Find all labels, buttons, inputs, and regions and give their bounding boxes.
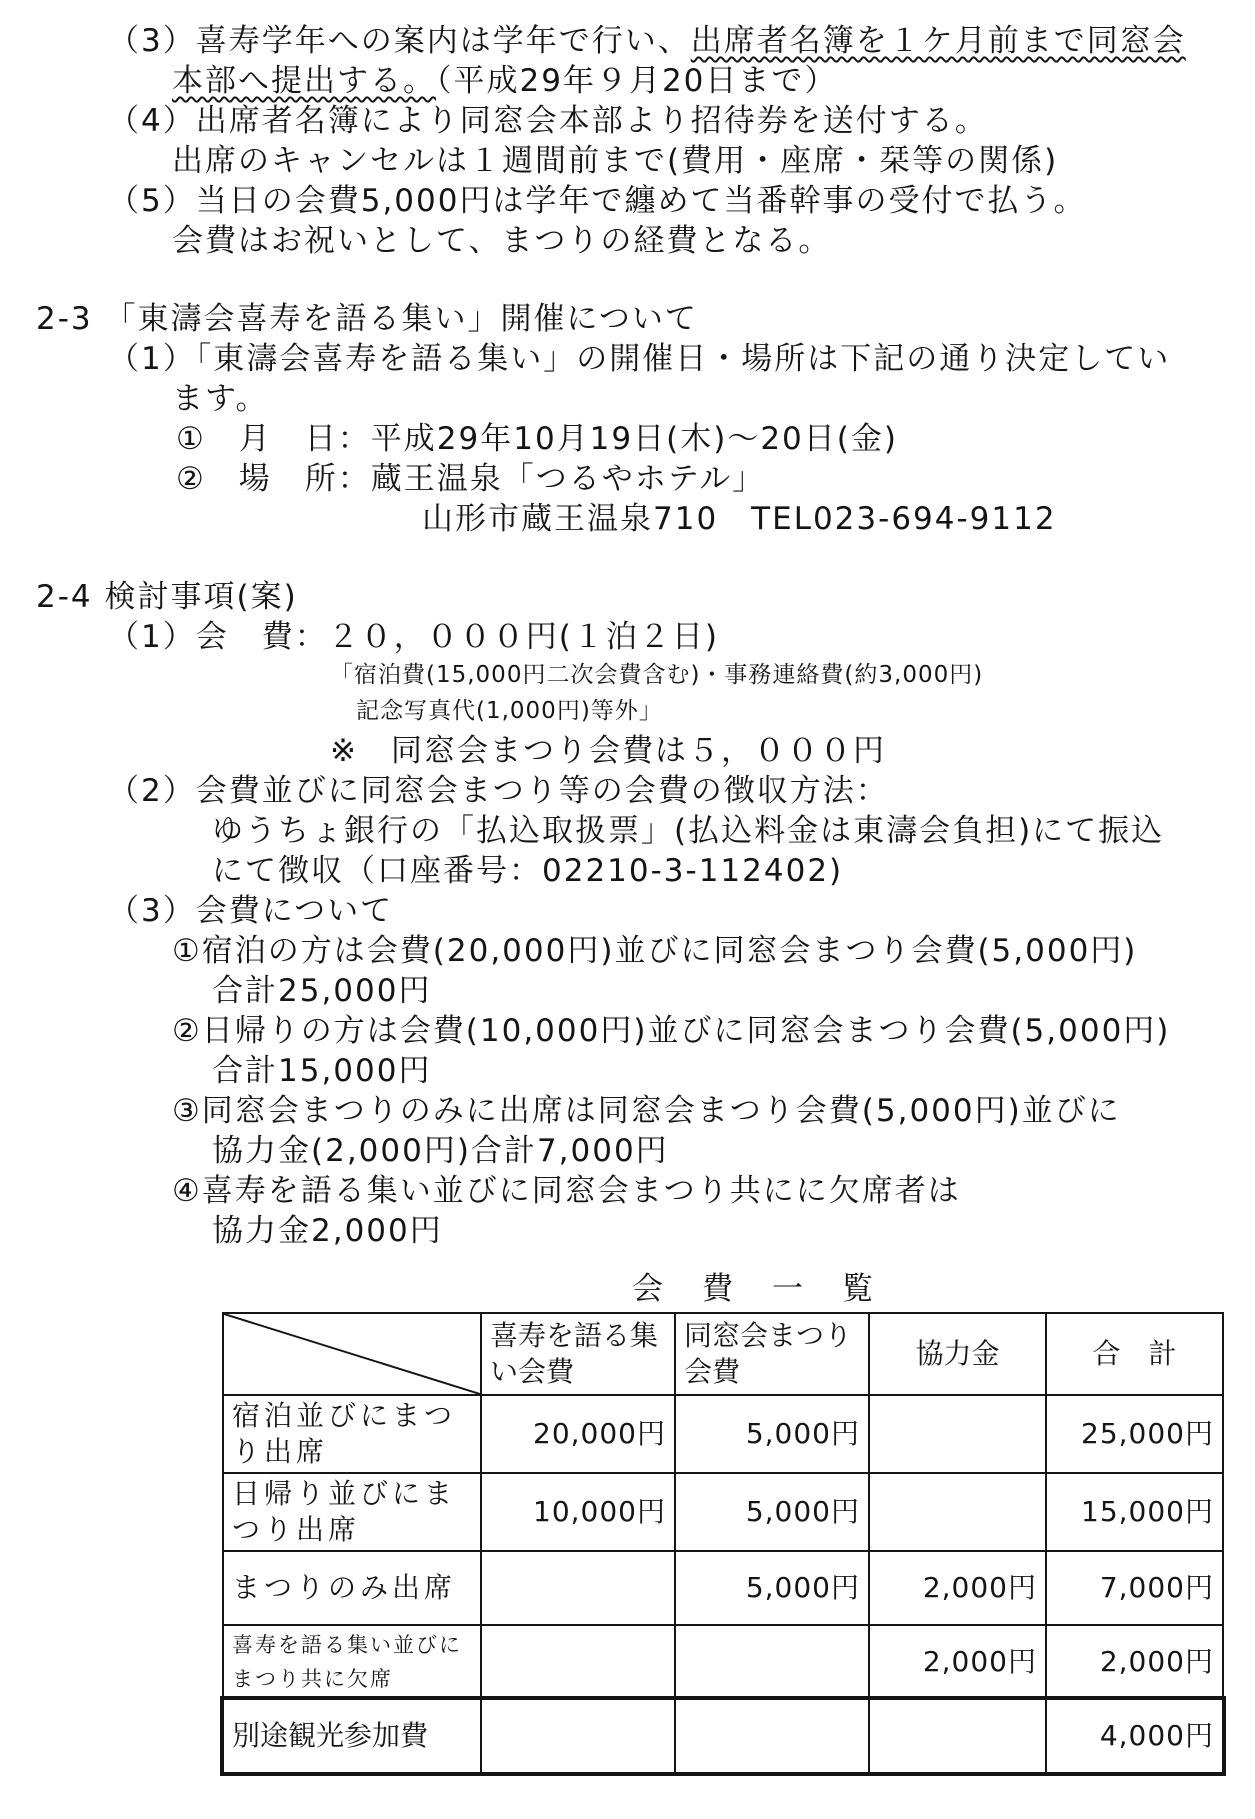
cell-total: 25,000円: [1046, 1395, 1223, 1473]
cell-total: 2,000円: [1046, 1625, 1223, 1699]
item2-line1: （2）会費並びに同窓会まつり等の会費の徴収方法：: [108, 773, 889, 809]
case1-line1: ①宿泊の方は会費(20,000円)並びに同窓会まつり会費(5,000円): [172, 933, 1138, 969]
header-diagonal-cell: [223, 1313, 481, 1395]
cell-contribution: [869, 1473, 1046, 1551]
table-row: [223, 1395, 1223, 1473]
cell-kiju-fee: 10,000円: [481, 1473, 675, 1551]
section-2-3-item1-line2: ます。: [172, 381, 269, 417]
table-row: [223, 1625, 1223, 1699]
cell-kiju-fee: [481, 1551, 675, 1625]
diagonal-line: [224, 1314, 480, 1394]
item5-line1: （5）当日の会費5,000円は学年で纏めて当番幹事の受付で払う。: [108, 183, 1087, 219]
cell-kiju-fee: 20,000円: [481, 1395, 675, 1473]
item5-line2: 会費はお祝いとして、まつりの経費となる。: [172, 223, 832, 259]
cell-kiju-fee: [481, 1625, 675, 1699]
case1-line2: 合計25,000円: [212, 973, 432, 1009]
case3-line2: 協力金(2,000円)合計7,000円: [212, 1133, 669, 1169]
item3-text-b: （平成29年９月20日まで）: [436, 63, 838, 99]
fee-note: ※ 同窓会まつり会費は５，０００円: [330, 733, 886, 769]
fee-detail-1: 「宿泊費(15,000円二次会費含む)・事務連絡費(約3,000円): [330, 662, 984, 688]
item3-underlined-a: 出席者名簿を１ケ月前まで同窓会: [690, 23, 1186, 59]
item3-heading: （3）会費について: [108, 893, 394, 929]
cell-contribution: 2,000円: [869, 1551, 1046, 1625]
header-total: 合 計: [1046, 1313, 1223, 1395]
item4-line1: （4）出席者名簿により同窓会本部より招待券を送付する。: [108, 103, 988, 139]
row-label: 喜寿を語る集い並びにまつり共に欠席: [223, 1625, 481, 1699]
cell-total: 7,000円: [1046, 1551, 1223, 1625]
header-kiju-fee: 喜寿を語る集い会費: [481, 1313, 675, 1395]
header-matsuri-fee: 同窓会まつり会費: [675, 1313, 869, 1395]
item3-line2: [172, 62, 837, 100]
cell-matsuri-fee: 5,000円: [675, 1395, 869, 1473]
case2-line1: ②日帰りの方は会費(10,000円)並びに同窓会まつり会費(5,000円): [172, 1013, 1171, 1049]
item3-underlined-b: 本部へ提出する。: [172, 63, 436, 99]
case3-line1: ③同窓会まつりのみに出席は同窓会まつり会費(5,000円)並びに: [172, 1093, 1121, 1129]
table-row-extra: [223, 1699, 1223, 1773]
cell-matsuri-fee: [675, 1625, 869, 1699]
cell-total: 15,000円: [1046, 1473, 1223, 1551]
cell-matsuri-fee: [675, 1699, 869, 1773]
cell-contribution: [869, 1395, 1046, 1473]
fee-table-title: 会 費 一 覧: [632, 1271, 877, 1307]
case2-line2: 合計15,000円: [212, 1053, 432, 1089]
cell-total: 4,000円: [1046, 1699, 1223, 1773]
cell-matsuri-fee: 5,000円: [675, 1551, 869, 1625]
event-address: 山形市蔵王温泉710 TEL023-694-9112: [422, 501, 1057, 537]
item2-line3: にて徴収（口座番号：02210-3-112402): [212, 853, 844, 889]
cell-kiju-fee: [481, 1699, 675, 1773]
section-2-3-item1-line1: （1）「東濤会喜寿を語る集い」の開催日・場所は下記の通り決定してい: [108, 341, 1171, 377]
cell-matsuri-fee: 5,000円: [675, 1473, 869, 1551]
header-contribution: 協力金: [869, 1313, 1046, 1395]
row-label: 日帰り並びにまつり出席: [223, 1473, 481, 1551]
table-row: [223, 1551, 1223, 1625]
item4-line2: 出席のキャンセルは１週間前まで(費用・座席・栞等の関係): [172, 143, 1059, 179]
cell-contribution: [869, 1699, 1046, 1773]
fee-detail-2: 記念写真代(1,000円)等外」: [356, 698, 663, 724]
section-2-3-heading: 2-3 「東濤会喜寿を語る集い」開催について: [36, 301, 698, 337]
row-label: まつりのみ出席: [223, 1551, 481, 1625]
case4-line1: ④喜寿を語る集い並びに同窓会まつり共にに欠席者は: [172, 1173, 961, 1209]
fee-table-header-row: [223, 1313, 1223, 1395]
fee-table: [222, 1312, 1224, 1774]
fee-line: （1）会 費：２０，０００円(１泊２日): [108, 619, 719, 655]
table-row: [223, 1473, 1223, 1551]
case4-line2: 協力金2,000円: [212, 1213, 443, 1249]
row-label: 別途観光参加費: [223, 1699, 481, 1773]
item3-line1: [108, 22, 1186, 60]
item2-line2: ゆうちょ銀行の「払込取扱票」(払込料金は東濤会負担)にて振込: [212, 813, 1165, 849]
row-label: 宿泊並びにまつり出席: [223, 1395, 481, 1473]
cell-contribution: 2,000円: [869, 1625, 1046, 1699]
item3-text-a: （3）喜寿学年への案内は学年で行い、: [108, 23, 691, 59]
event-place: ② 場 所：蔵王温泉「つるやホテル」: [176, 461, 766, 497]
event-date: ① 月 日：平成29年10月19日(木)～20日(金): [176, 421, 898, 457]
section-2-4-heading: 2-4 検討事項(案): [36, 579, 298, 615]
